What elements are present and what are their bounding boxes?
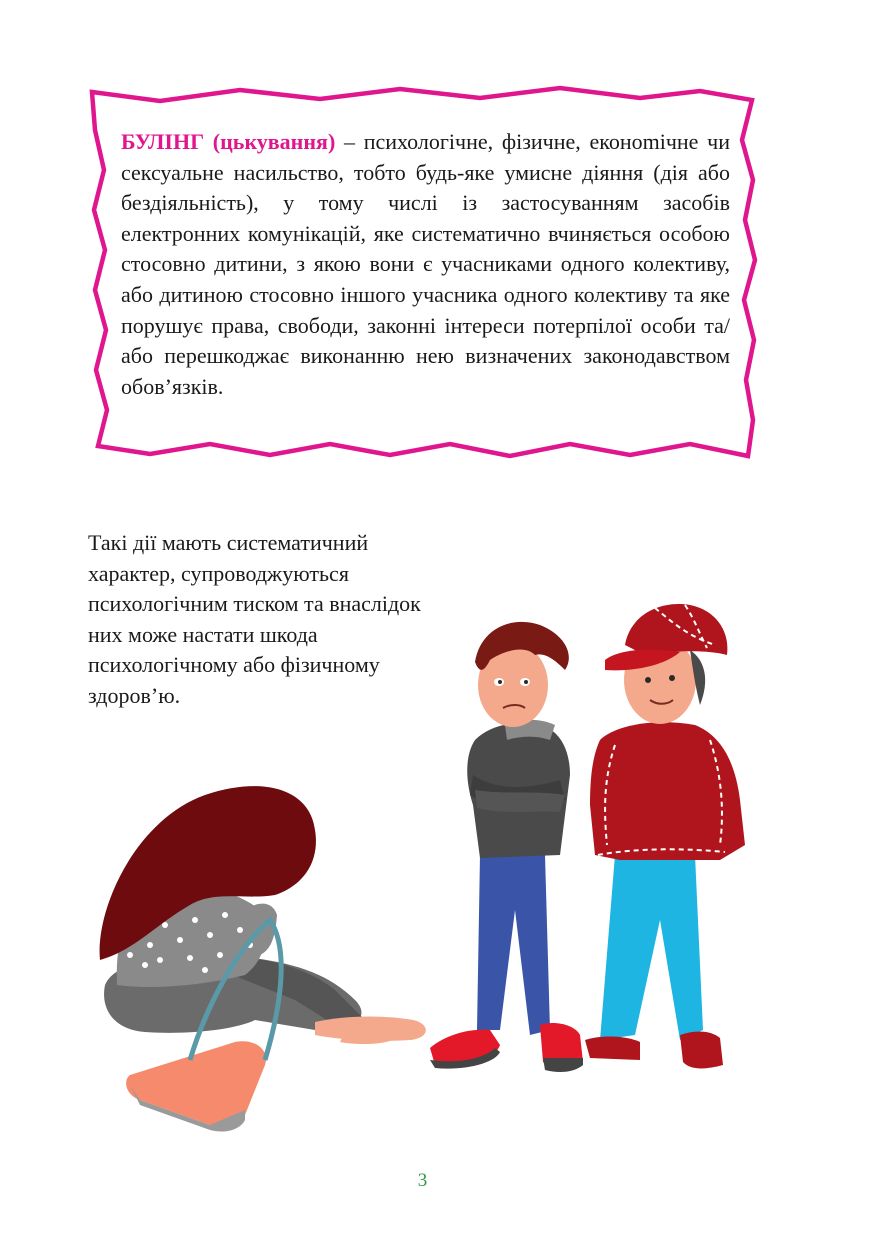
boy-red-cap xyxy=(585,604,745,1068)
definition-text xyxy=(121,127,730,402)
intro-paragraph: Такі дії мають систематичний характер, супроводжуються психологічним тиском та внаслідок них може настати шкода психологічному або фізичному здоров’ю. xyxy=(88,530,421,708)
page-number: 3 xyxy=(417,1170,428,1191)
definition-term: БУЛІНГ (цькування) xyxy=(121,129,336,154)
bullying-illustration xyxy=(95,590,755,1135)
definition-body: – психологічне, фізичне, еконоmічне чи сексуальне насильство, тобто будь-яке умисне діяння (дія або бездіяльність), у тому числі із застосуванням засобів електронних комунікацій, яке систематично вчиняється особою стосовно дитини, з якою вони є учасниками одного колективу, або дитиною стосовно іншого учасника одного колективу та яке порушує права, свободи, законні інтереси потерпілої особи та/або перешкоджає виконанню нею визначених законодавством обов’язків. xyxy=(121,129,730,399)
sitting-girl xyxy=(100,786,426,1131)
boy-hoodie xyxy=(430,622,583,1072)
